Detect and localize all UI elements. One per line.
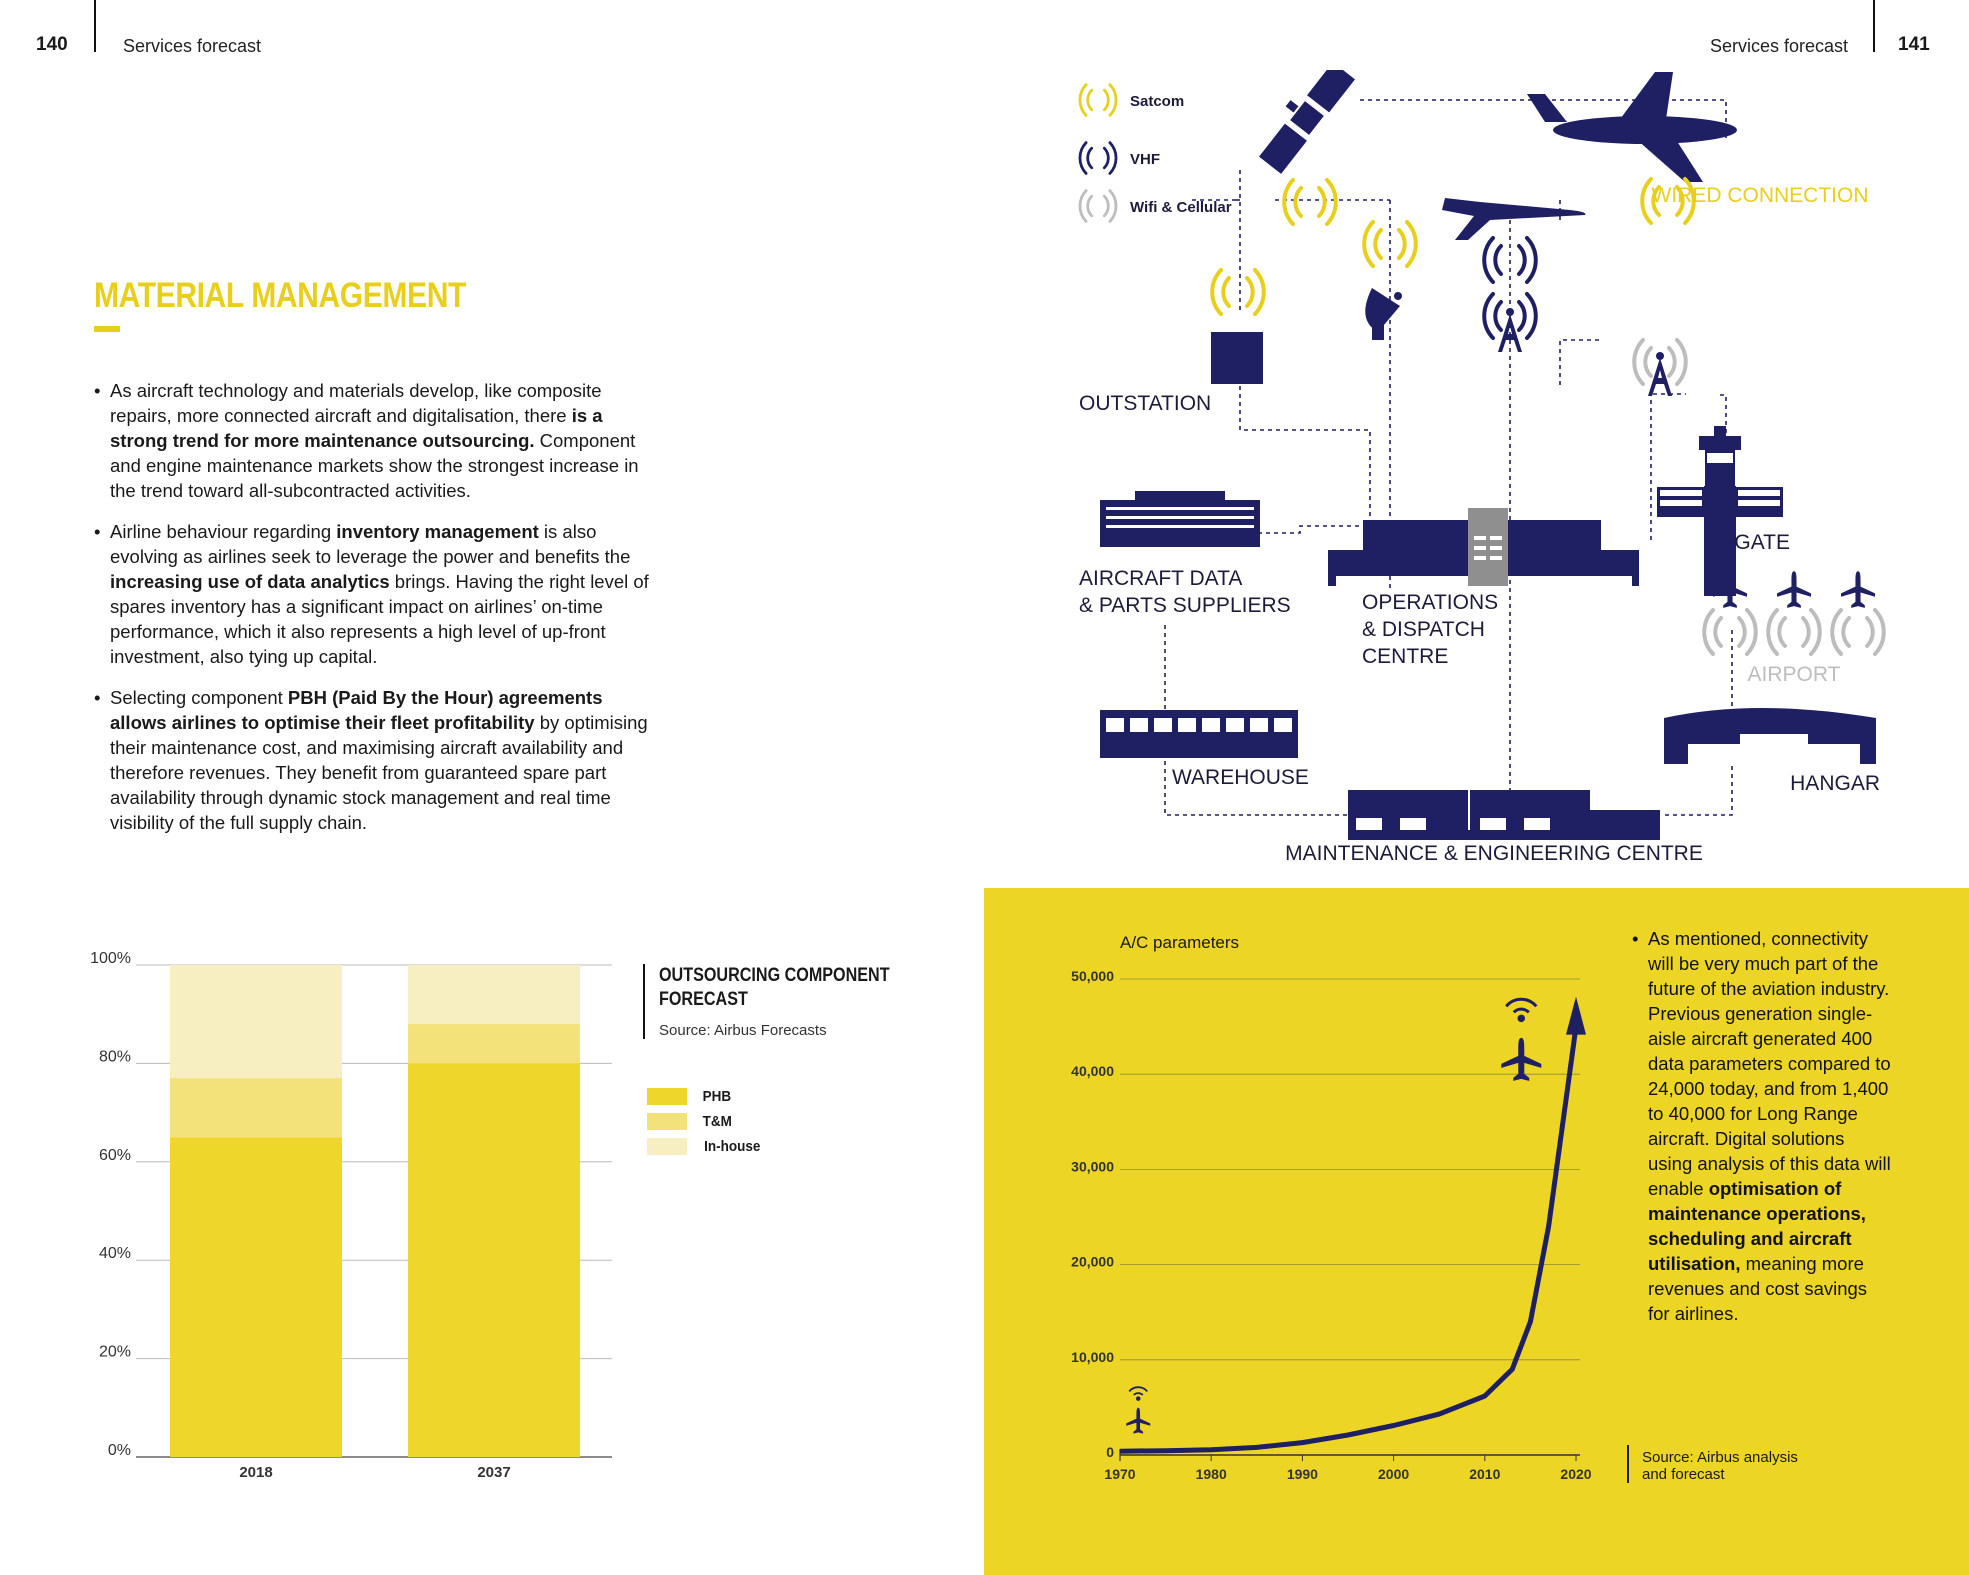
x-tick-label: 1980 [1195,1466,1227,1482]
bar-chart-area [90,950,612,1481]
gate-label: GATE [1734,531,1790,554]
body-text: Airline behaviour regarding [110,521,337,542]
chart-legend [647,1084,764,1159]
y-tick-label: 50,000 [1071,968,1114,984]
bold-text: inventory management [336,521,539,542]
y-tick-label: 0% [107,1442,131,1459]
y-tick-label: 0 [1106,1444,1114,1460]
bar-segment-phb [408,1063,580,1457]
vhf-signal-icon [1080,143,1116,174]
line-chart-source-line-1: Source: Airbus analysis [1642,1449,1798,1466]
suppliers-label-line-1: AIRCRAFT DATA [1079,567,1243,590]
satellite-dish-icon [1365,288,1402,340]
wired-connection-label: WIRED CONNECTION [1651,184,1869,207]
chart-title-block [643,964,919,1039]
operations-label-line-1: OPERATIONS [1362,591,1499,614]
bar-segment-inhouse [408,965,580,1024]
warehouse-label: WAREHOUSE [1172,766,1309,789]
chart-source: Source: Airbus Forecasts [659,1022,827,1039]
legend-swatch [647,1138,687,1155]
right-running-title: Services forecast [1710,36,1849,56]
hangar-icon [1664,708,1876,764]
chart-title-line-2: FORECAST [659,989,748,1010]
diagram-legend [1080,85,1232,222]
left-running-title: Services forecast [123,36,262,56]
bullet-item [94,378,654,503]
connectivity-text [1632,926,1892,1326]
left-header-rule [94,0,96,52]
y-tick-label: 40% [98,1245,131,1263]
legend-label: T&M [702,1113,732,1130]
arrow-head [1566,997,1586,1035]
legend-item [647,1084,764,1109]
large-aircraft-icon [1527,72,1737,182]
bullet-list [94,378,654,851]
early-wifi-icon [1129,1387,1147,1400]
legend-vhf: VHF [1130,151,1160,168]
body-text: by optimising their maintenance cost, and maximising aircraft availability and therefore revenues. They benefit from guaranteed spare part availability through dynamic stock management and real time visibility of the full supply chain. [110,712,648,833]
x-tick-label: 1990 [1286,1466,1318,1482]
bold-text: optimisation of maintenance operations, scheduling and aircraft utilisation, [1648,1178,1866,1274]
outstation-label: OUTSTATION [1079,392,1212,415]
x-tick-label: 2000 [1378,1466,1410,1482]
y-tick-label: 80% [98,1048,131,1066]
legend-satcom: Satcom [1130,93,1185,110]
body-text: As mentioned, connectivity will be very much part of the future of the aviation industry. Previous generation single-aisle aircraft generated 400 data parameters compared to 24,000 today, and from 1,400 to 40,000 for Long Range aircraft. Digital solutions using analysis of this data will enable [1648,928,1891,1199]
bold-text: increasing use of data analytics [110,571,390,592]
body-text: meaning more revenues and cost savings for airlines. [1648,1253,1868,1324]
legend-swatch [647,1088,687,1105]
legend-swatch [647,1113,687,1130]
wifi-signal-icon [1080,191,1116,222]
maintenance-centre-icon [1348,790,1660,840]
legend-wifi: Wifi & Cellular [1130,199,1232,216]
early-aircraft-icon [1126,1408,1150,1434]
connectivity-bullet [1632,926,1892,1326]
legend-label: PHB [702,1088,732,1105]
y-tick-label: 20,000 [1071,1253,1114,1270]
legend-item [647,1109,764,1134]
x-tick-label: 2037 [477,1464,511,1481]
x-tick-label: 2018 [239,1464,273,1481]
operations-label-line-3: CENTRE [1362,645,1449,668]
y-tick-label: 10,000 [1071,1348,1114,1365]
modern-wifi-icon [1506,999,1536,1020]
body-text: is also evolving as airlines seek to leverage the power and benefits the [110,521,631,567]
line-chart-ylabel: A/C parameters [1120,933,1240,952]
x-tick-label: 2010 [1469,1466,1501,1482]
legend-label: In-house [704,1138,761,1155]
satcom-signal-icon [1080,85,1116,116]
line-chart-area [1071,968,1592,1482]
body-text: brings. Having the right level of spares inventory has a significant impact on airlines’ on-time performance, which it also represents a high level of up-front investment, also tying up capital. [110,571,649,667]
bullet-item [94,519,654,669]
bold-text: PBH (Paid By the Hour) agreements allows airlines to optimise their fleet profitability [110,687,603,733]
legend-item [647,1134,764,1159]
right-page-number: 141 [1898,34,1930,55]
y-tick-label: 100% [90,950,131,967]
hangar-label: HANGAR [1790,772,1880,795]
body-text: As aircraft technology and materials develop, like composite repairs, more connected aircraft and digitalisation, there [110,380,602,426]
section-heading: MATERIAL MANAGEMENT [94,276,466,315]
body-text: Component and engine maintenance markets show the strongest increase in the trend toward all-subcontracted activities. [110,430,639,501]
connectivity-diagram [1060,70,1969,880]
body-text: Selecting component [110,687,288,708]
bar-segment-inhouse [170,965,342,1078]
bar-segment-tm [170,1078,342,1137]
bar-segment-phb [170,1137,342,1457]
bar-segment-tm [408,1024,580,1063]
satellite-signal-icon [1284,180,1336,224]
airport-label: AIRPORT [1747,663,1841,686]
left-page-number: 140 [36,34,68,55]
warehouse-icon [1100,710,1298,758]
y-tick-label: 20% [98,1343,131,1361]
outstation-signal-icon [1212,270,1264,314]
heading-underline [94,326,120,332]
maintenance-centre-label: MAINTENANCE & ENGINEERING CENTRE [1285,842,1703,865]
outstation-icon [1211,332,1263,384]
parameters-line [1120,1027,1576,1452]
x-tick-label: 1970 [1104,1466,1136,1482]
aircraft-icon [1442,198,1585,240]
satellite-icon [1251,70,1355,174]
y-tick-label: 30,000 [1071,1158,1114,1175]
operations-label-line-2: & DISPATCH [1362,618,1485,641]
line-chart-source-line-2: and forecast [1642,1466,1725,1483]
y-tick-label: 40,000 [1071,1063,1114,1080]
x-tick-label: 2020 [1560,1466,1592,1482]
right-header-rule [1873,0,1875,52]
bold-text: is a strong trend for more maintenance outsourcing. [110,405,603,451]
y-tick-label: 60% [98,1146,131,1164]
chart-title-line-1: OUTSOURCING COMPONENT [659,965,890,986]
airport-aircraft-icons [1713,571,1875,608]
bullet-item [94,685,654,835]
suppliers-label-line-2: & PARTS SUPPLIERS [1079,594,1291,617]
